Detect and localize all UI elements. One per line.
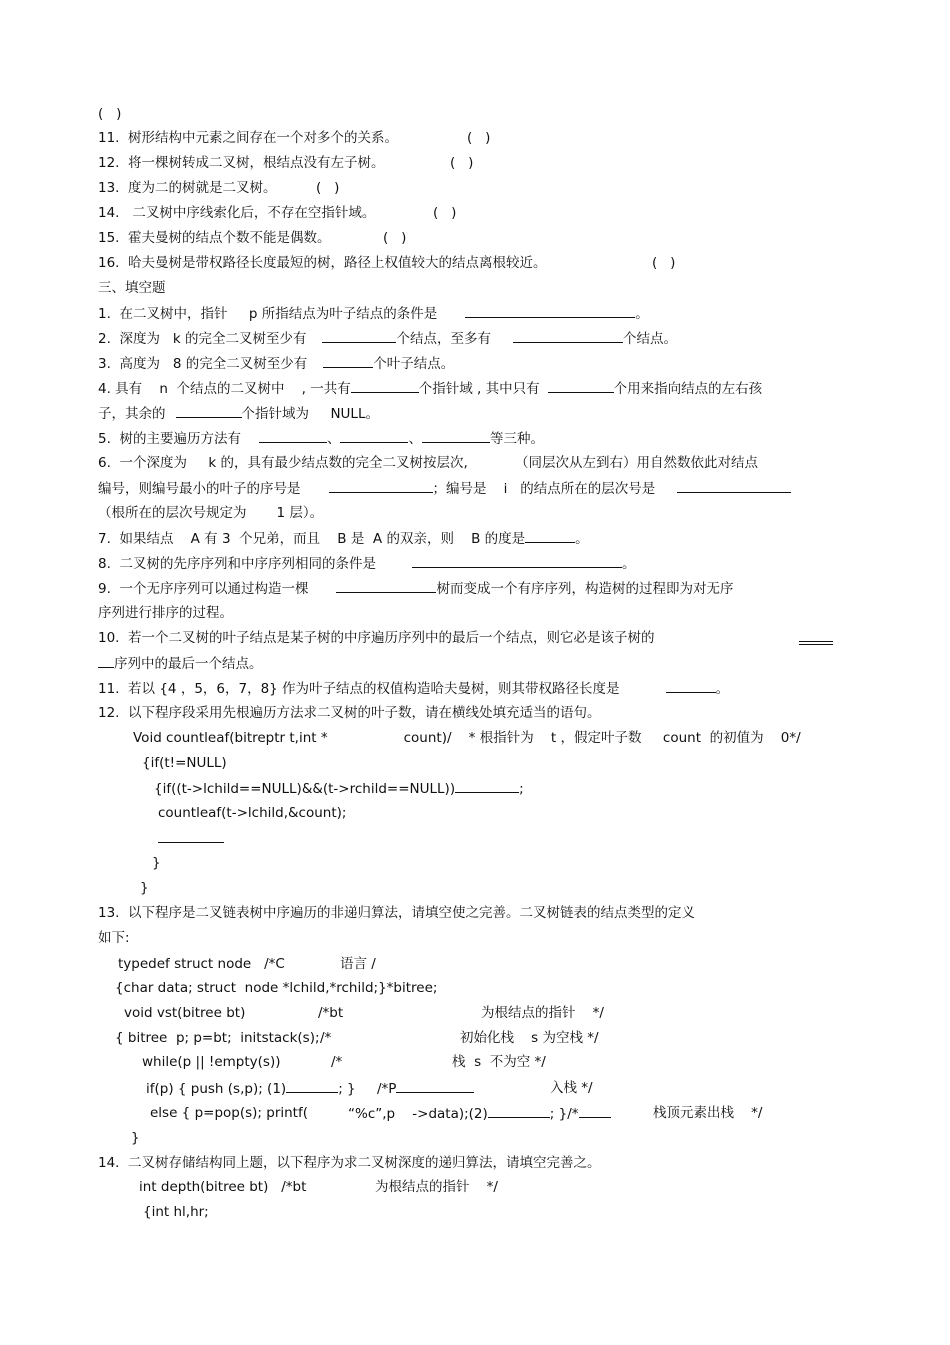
code-comment: /* [320,1030,332,1046]
answer-blank[interactable] [322,329,396,343]
tf-answer-paren: ( ) [450,155,474,171]
tf-answer-paren: ( ) [467,130,491,146]
code-line: else { p=pop(s); printf( [150,1105,308,1121]
answer-blank[interactable] [465,304,635,318]
tf-item-11: 11. 树形结构中元素之间存在一个对多个的关系。 [98,130,399,146]
code-line: countleaf(t->lchild,&count); [158,805,347,821]
answer-blank[interactable] [336,579,436,593]
code-comment: 为根结点的指针 */ [481,1005,604,1021]
fill-item-14: 14. 二叉树存储结构同上题，以下程序为求二叉树深度的递归算法，请填空完善之。 [98,1155,601,1171]
code-line [158,829,224,848]
code-line: {if(t!=NULL) [142,755,227,771]
code-comment: /*bt [318,1005,344,1021]
code-comment: 初始化栈 s 为空栈 */ [460,1030,599,1046]
answer-blank[interactable] [158,829,224,843]
code-line: “%c”,p ->data);(2) ; }/* [348,1104,611,1123]
code-line: typedef struct node /*C [118,956,285,972]
answer-blank[interactable] [351,379,419,393]
answer-blank[interactable] [525,529,575,543]
code-comment: 语言 / [340,956,376,972]
fill-item-9-cont: 序列进行排序的过程。 [98,605,233,621]
code-comment: /*P [377,1079,474,1098]
fill-item-2: 2. 深度为 k 的完全二叉树至少有 个结点，至多有 个结点。 [98,331,677,347]
fill-item-12: 12. 以下程序段采用先根遍历方法求二叉树的叶子数，请在横线处填充适当的语句。 [98,705,601,721]
code-comment: 入栈 */ [550,1080,593,1096]
answer-blank[interactable] [548,379,614,393]
tf-item-14: 14. 二叉树中序线索化后，不存在空指针域。 [98,205,376,221]
answer-blank[interactable] [98,654,114,668]
code-comment: 栈 s 不为空 */ [452,1054,546,1070]
tf-item-12: 12. 将一棵树转成二叉树，根结点没有左子树。 [98,155,385,171]
fill-item-4-cont: 子，其余的 个指针域为 NULL。 [98,406,379,422]
answer-blank[interactable] [455,779,519,793]
fill-item-5: 5. 树的主要遍历方法有 、 、 等三种。 [98,431,544,447]
fill-item-6-note: （根所在的层次号规定为 1 层）。 [98,505,324,521]
code-line: { bitree p; p=bt; initstack(s); [115,1030,320,1046]
fill-item-13-cont: 如下: [98,930,130,946]
answer-blank[interactable] [323,354,373,368]
answer-blank[interactable] [422,429,490,443]
answer-blank[interactable] [286,1079,338,1093]
fill-item-10-cont: 序列中的最后一个结点。 [98,654,263,673]
code-comment: /* [331,1054,343,1070]
fill-item-1: 1. 在二叉树中，指针 p 所指结点为叶子结点的条件是 。 [98,306,649,322]
code-line: } [131,1130,140,1146]
answer-blank[interactable] [176,404,242,418]
tf-item-13: 13. 度为二的树就是二叉树。 [98,180,277,196]
code-line: {char data; struct node *lchild,*rchild;}*bitree; [115,980,438,996]
code-line: void vst(bitree bt) [124,1005,246,1021]
code-line: int depth(bitree bt) /*bt [139,1179,307,1195]
fill-item-13: 13. 以下程序是二叉链表树中序遍历的非递归算法，请填空使之完善。二叉树链表的结点类型的定义 [98,905,696,921]
answer-blank[interactable] [259,429,327,443]
fill-item-9: 9. 一个无序序列可以通过构造一棵 树而变成一个有序序列，构造树的过程即为对无序 [98,581,734,597]
comment-rule [396,1079,474,1093]
fill-item-4: 4. 具有 n 个结点的二叉树中 , 一共有 个指针域 , 其中只有 个用来指向结点的左右孩 [98,381,763,397]
code-line: } [152,855,161,871]
tf-paren-line: ( ) [98,106,122,122]
tf-item-15: 15. 霍夫曼树的结点个数不能是偶数。 [98,230,331,246]
fill-item-6: 6. 一个深度为 k 的，具有最少结点数的完全二叉树按层次, （同层次从左到右）用自然数依此对结点 [98,455,759,471]
fill-item-10: 10. 若一个二叉树的叶子结点是某子树的中序遍历序列中的最后一个结点，则它必是该子树的 [98,630,655,646]
tf-item-16: 16. 哈夫曼树是带权路径长度最短的树，路径上权值较大的结点离根较近。 [98,255,547,271]
answer-blank[interactable] [412,554,622,568]
fill-item-7: 7. 如果结点 A 有 3 个兄弟，而且 B 是 A 的双亲，则 B 的度是 。 [98,531,589,547]
tf-answer-paren: ( ) [433,205,457,221]
answer-blank[interactable] [513,329,623,343]
tf-answer-paren: ( ) [316,180,340,196]
code-line: Void countleaf(bitreptr t,int * count)/ * 根指针为 t ，假定叶子数 count 的初值为 0*/ [133,730,801,746]
answer-blank[interactable] [488,1104,550,1118]
tf-answer-paren: ( ) [383,230,407,246]
fill-item-8: 8. 二叉树的先序序列和中序序列相同的条件是 。 [98,556,636,572]
answer-blank[interactable] [677,479,791,493]
code-comment: 为根结点的指针 */ [375,1179,498,1195]
fill-item-3: 3. 高度为 8 的完全二叉树至少有 个叶子结点。 [98,356,455,372]
code-line: if(p) { push (s,p); (1) ; } [146,1081,356,1097]
answer-blank[interactable] [666,679,716,693]
section-heading: 三、填空题 [98,280,166,296]
answer-blank[interactable] [329,479,433,493]
fill-item-11: 11. 若以 {4 ，5，6，7，8} 作为叶子结点的权值构造哈夫曼树，则其带权路径长度是 。 [98,681,730,697]
code-comment: 栈顶元素出栈 */ [653,1105,763,1121]
comment-rule [579,1104,611,1118]
tf-answer-paren: ( ) [652,255,676,271]
code-line: {if((t->lchild==NULL)&&(t->rchild==NULL)) ; [154,781,524,797]
code-line: } [140,880,149,896]
code-line: {int hl,hr; [143,1204,209,1220]
code-line: while(p || !empty(s)) [142,1054,281,1070]
fill-item-6-cont: 编号，则编号最小的叶子的序号是 ；编号是 i 的结点所在的层次号是 [98,479,791,498]
answer-blank[interactable] [340,429,408,443]
answer-blank[interactable] [799,641,833,645]
